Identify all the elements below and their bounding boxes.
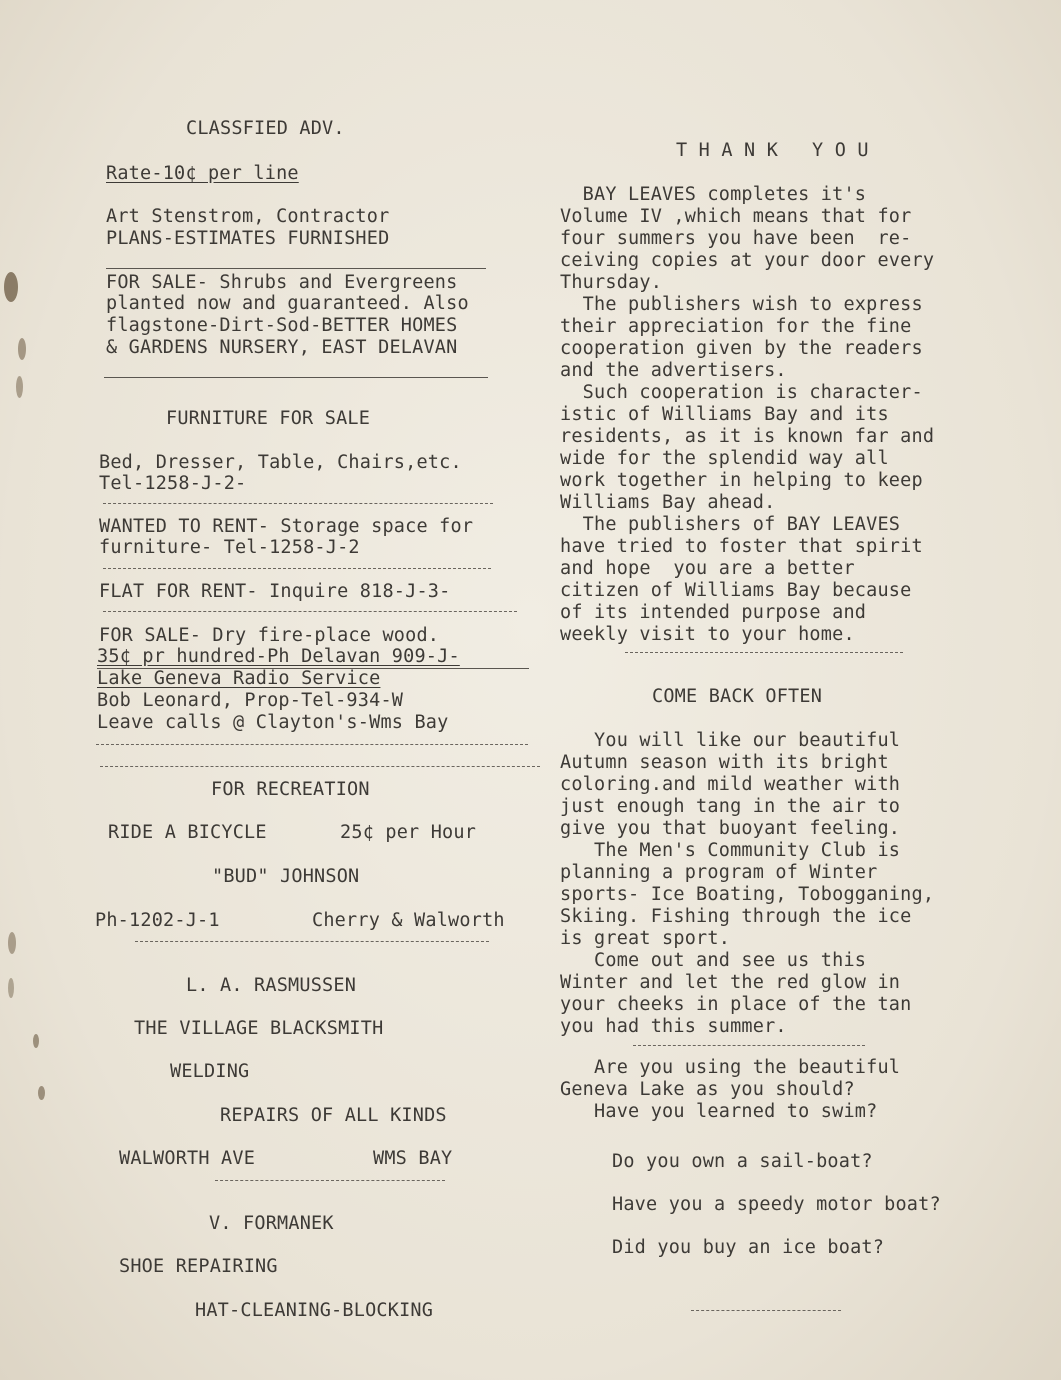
divider (106, 268, 486, 269)
shrubs-line-2: planted now and guaranteed. Also (106, 293, 469, 314)
stain-mark (8, 932, 16, 954)
wood-line-2: 35¢ pr hundred-Ph Delavan 909-J- (97, 646, 460, 667)
radio-line-3: Leave calls @ Clayton's-Wms Bay (97, 712, 449, 733)
come-back-line: is great sport. (560, 928, 731, 949)
thanks-line: ceiving copies at your door every (560, 250, 935, 271)
bicycle-rate: 25¢ per Hour (340, 822, 477, 843)
divider (103, 503, 493, 504)
come-back-line: Autumn season with its bright (560, 752, 889, 773)
wood-line-1: FOR SALE- Dry fire-place wood. (99, 625, 440, 646)
divider (103, 568, 491, 569)
thanks-line: wide for the splendid way all (560, 448, 889, 469)
rasmussen-name: L. A. RASMUSSEN (186, 975, 357, 996)
come-back-line: your cheeks in place of the tan (560, 994, 912, 1015)
thanks-line: their appreciation for the fine (560, 316, 912, 337)
divider (104, 377, 488, 378)
shrubs-line-4: & GARDENS NURSERY, EAST DELAVAN (106, 337, 458, 358)
lake-line: Have you learned to swim? (560, 1101, 878, 1122)
shrubs-line-1: FOR SALE- Shrubs and Evergreens (106, 272, 458, 293)
stain-mark (18, 338, 26, 360)
thank-you-heading: T H A N K Y O U (676, 140, 869, 161)
shoe-line: SHOE REPAIRING (119, 1256, 278, 1277)
divider (103, 611, 517, 612)
come-back-text (560, 730, 934, 1038)
divider (215, 1180, 445, 1181)
blacksmith-line: THE VILLAGE BLACKSMITH (134, 1018, 384, 1039)
formanek-name: V. FORMANEK (209, 1213, 334, 1234)
lake-text (560, 1057, 900, 1123)
welding-line: WELDING (170, 1061, 250, 1082)
wanted-line-1: WANTED TO RENT- Storage space for (99, 516, 474, 537)
thanks-line: and the advertisers. (560, 360, 787, 381)
bud-johnson: "BUD" JOHNSON (212, 866, 360, 887)
contractor-line-1: Art Stenstrom, Contractor (106, 206, 390, 227)
divider (691, 1310, 841, 1311)
bicycle-line: RIDE A BICYCLE (108, 822, 267, 843)
thank-you-text (560, 184, 934, 646)
thanks-line: work together in helping to keep (560, 470, 923, 491)
thanks-line: four summers you have been re- (560, 228, 912, 249)
bud-address: Cherry & Walworth (312, 910, 505, 931)
thanks-line: of its intended purpose and (560, 602, 867, 623)
radio-line-2: Bob Leonard, Prop-Tel-934-W (97, 690, 404, 711)
bud-phone: Ph-1202-J-1 (95, 910, 220, 931)
stain-mark (8, 978, 14, 998)
divider (100, 766, 540, 767)
come-back-heading: COME BACK OFTEN (652, 686, 823, 707)
thanks-line: Volume IV ,which means that for (560, 206, 912, 227)
flat-line: FLAT FOR RENT- Inquire 818-J-3- (99, 581, 451, 602)
thanks-line: cooperation given by the readers (560, 338, 923, 359)
sailboat-question: Do you own a sail-boat? (612, 1151, 873, 1172)
stain-mark (4, 272, 18, 302)
stain-mark (16, 376, 23, 398)
furniture-line-1: Bed, Dresser, Table, Chairs,etc. (99, 452, 462, 473)
thanks-line: citizen of Williams Bay because (560, 580, 912, 601)
divider (96, 744, 528, 745)
thanks-line: and hope you are a better (560, 558, 855, 579)
divider (633, 1045, 865, 1046)
recreation-heading: FOR RECREATION (211, 779, 370, 800)
iceboat-question: Did you buy an ice boat? (612, 1237, 885, 1258)
contractor-line-2: PLANS-ESTIMATES FURNISHED (106, 228, 390, 249)
come-back-line: planning a program of Winter (560, 862, 878, 883)
walworth-ave: WALWORTH AVE (119, 1148, 256, 1169)
motorboat-question: Have you a speedy motor boat? (612, 1194, 941, 1215)
come-back-line: coloring.and mild weather with (560, 774, 901, 795)
thanks-line: The publishers of BAY LEAVES (560, 514, 901, 535)
come-back-line: give you that buoyant feeling. (560, 818, 901, 839)
lake-line: Geneva Lake as you should? (560, 1079, 855, 1100)
thanks-line: weekly visit to your home. (560, 624, 855, 645)
thanks-line: Thursday. (560, 272, 663, 293)
thanks-line: Williams Bay ahead. (560, 492, 776, 513)
repairs-line: REPAIRS OF ALL KINDS (220, 1105, 447, 1126)
furniture-line-2: Tel-1258-J-2- (99, 473, 247, 494)
shrubs-line-3: flagstone-Dirt-Sod-BETTER HOMES (106, 315, 458, 336)
divider (135, 941, 489, 942)
furniture-heading: FURNITURE FOR SALE (166, 408, 371, 429)
thanks-line: BAY LEAVES completes it's (560, 184, 867, 205)
thanks-line: Such cooperation is character- (560, 382, 923, 403)
thanks-line: residents, as it is known far and (560, 426, 935, 447)
stain-mark (38, 1086, 45, 1100)
rate-line: Rate-10¢ per line (106, 163, 299, 184)
divider (625, 652, 903, 653)
lake-line: Are you using the beautiful (560, 1057, 901, 1078)
come-back-line: just enough tang in the air to (560, 796, 901, 817)
thanks-line: have tried to foster that spirit (560, 536, 923, 557)
wanted-line-2: furniture- Tel-1258-J-2 (99, 537, 360, 558)
come-back-line: You will like our beautiful (560, 730, 901, 751)
come-back-line: sports- Ice Boating, Tobogganing, (560, 884, 935, 905)
come-back-line: The Men's Community Club is (560, 840, 901, 861)
classified-title: CLASSFIED ADV. (186, 118, 345, 139)
come-back-line: Winter and let the red glow in (560, 972, 901, 993)
come-back-line: you had this summer. (560, 1016, 787, 1037)
wms-bay: WMS BAY (373, 1148, 453, 1169)
stain-mark (33, 1034, 39, 1048)
thanks-line: istic of Williams Bay and its (560, 404, 889, 425)
thanks-line: The publishers wish to express (560, 294, 923, 315)
come-back-line: Skiing. Fishing through the ice (560, 906, 912, 927)
hat-line: HAT-CLEANING-BLOCKING (195, 1300, 434, 1321)
radio-line-1: Lake Geneva Radio Service (97, 668, 381, 689)
come-back-line: Come out and see us this (560, 950, 867, 971)
